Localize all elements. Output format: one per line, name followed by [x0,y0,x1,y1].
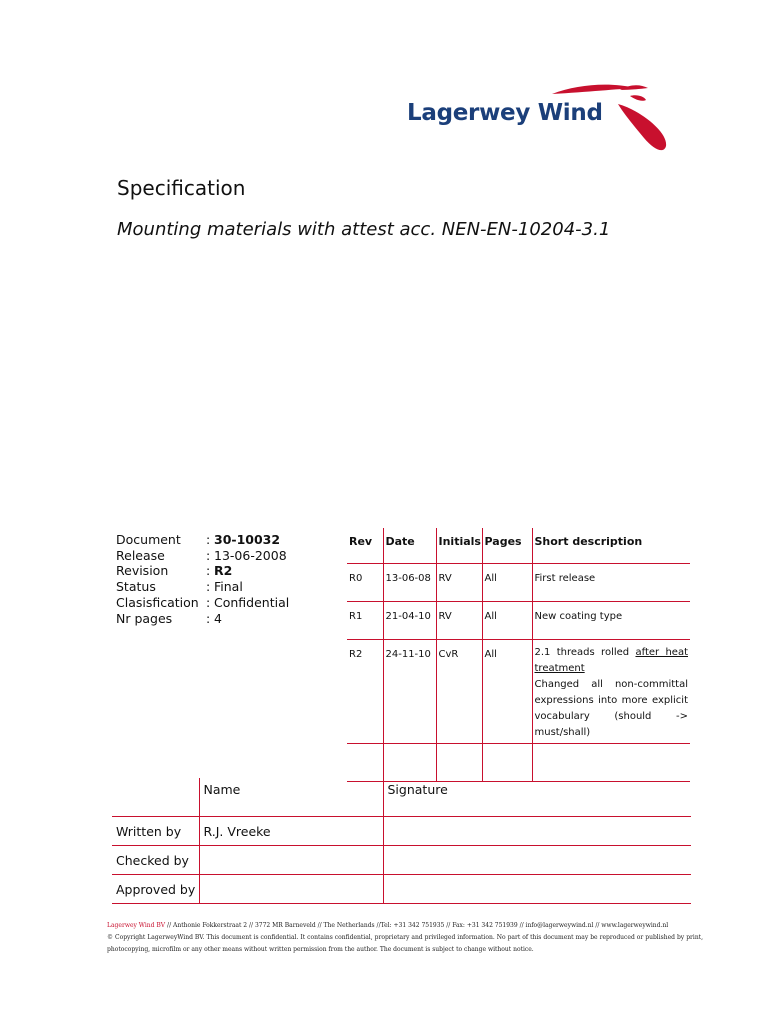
meta-separator: : [206,532,211,547]
initials-cell: CvR [436,640,482,744]
meta-row-status [116,579,289,595]
column-header-name: Name [199,778,383,817]
initials-cell: RV [436,564,482,602]
rev-cell: R1 [349,611,363,622]
meta-value: 4 [214,610,222,626]
column-header-rev: Rev [349,535,373,548]
meta-label: Revision [116,563,169,579]
role-cell: Written by [116,823,182,839]
meta-label: Nr pages [116,610,173,626]
document-metadata [116,532,289,626]
meta-label: Clasisfication [116,594,199,610]
page-title: Specification [117,176,246,200]
revision-row-r2 [347,640,690,744]
rev-cell: R0 [349,573,363,584]
revision-row-r0 [347,564,690,602]
empty-cell [436,744,482,782]
meta-separator: : [206,563,211,579]
empty-cell [347,744,383,782]
meta-value: 30-10032 [214,532,281,547]
empty-cell [383,744,436,782]
revision-row-r1 [347,602,690,640]
meta-row-classification [116,595,289,611]
column-header-pages: Pages [482,528,532,564]
company-logo-text: Lagerwey Wind [407,100,603,126]
name-cell [199,846,383,875]
revision-header-row [347,528,690,564]
meta-value: Final [214,579,243,595]
pages-cell: All [482,564,532,602]
column-header-date: Date [383,528,436,564]
signoff-table [112,778,691,904]
description-cell: New coating type [532,602,690,640]
revision-row-empty [347,744,690,782]
revision-table [347,528,690,782]
rev-cell: R2 [349,649,363,660]
signoff-row-approved-by [112,875,691,904]
empty-cell [482,744,532,782]
signature-cell [383,846,691,875]
description-cell [532,640,690,744]
meta-separator: : [206,594,211,610]
meta-value: R2 [214,563,233,579]
signoff-header-row [112,778,691,817]
pages-cell: All [482,602,532,640]
meta-label: Document [116,532,181,547]
signature-cell [383,875,691,904]
date-cell: 24-11-10 [383,640,436,744]
meta-row-nr-pages [116,611,289,627]
meta-label: Status [116,579,156,595]
initials-cell: RV [436,602,482,640]
footer-address: // Anthonie Fokkerstraat 2 // 3772 MR Barneveld // The Netherlands //Tel: +31 342 751935 // Fax: +31 342 751939 // info@lagerweywind.nl // www.lagerweywind.nl [165,922,669,929]
meta-separator: : [206,579,211,595]
description-text: 2.1 threads rolled [534,647,636,658]
meta-separator: : [206,610,211,626]
meta-value: Confidential [214,594,290,610]
column-header-description: Short description [532,528,690,564]
column-header-initials: Initials [436,528,482,564]
description-text: Changed all non-committal expressions into more explicit vocabulary (should -> must/shall) [534,678,688,738]
description-cell: First release [532,564,690,602]
footer-copyright: © Copyright LagerweyWind BV. This document is confidential. It contains confidential, proprietary and privileged information. No part of this document may be reproduced or published by print, photocopying, microfilm or any other means without written permission from the author. The document is subject to change without notice. [107,934,703,953]
meta-label: Release [116,547,165,563]
name-cell: R.J. Vreeke [199,817,383,846]
meta-value: 13-06-2008 [214,547,287,563]
meta-row-release [116,548,289,564]
meta-separator: : [206,547,211,563]
description-underlined-text: after heat treatment [534,647,688,674]
signoff-row-checked-by [112,846,691,875]
column-header-signature: Signature [383,778,691,817]
pages-cell: All [482,640,532,744]
lagerwey-swoosh-icon [548,80,678,160]
name-cell [199,875,383,904]
date-cell: 13-06-08 [383,564,436,602]
meta-row-document [116,532,289,548]
page-subtitle: Mounting materials with attest acc. NEN-EN-10204-3.1 [117,219,611,240]
column-header-role [112,778,199,817]
empty-cell [532,744,690,782]
role-cell: Checked by [116,852,189,868]
signoff-row-written-by [112,817,691,846]
page-footer [107,920,703,956]
footer-company: Lagerwey Wind BV [107,922,166,929]
meta-row-revision [116,563,289,579]
role-cell: Approved by [116,881,196,897]
date-cell: 21-04-10 [383,602,436,640]
signature-cell [383,817,691,846]
footer-address-line [107,920,703,932]
